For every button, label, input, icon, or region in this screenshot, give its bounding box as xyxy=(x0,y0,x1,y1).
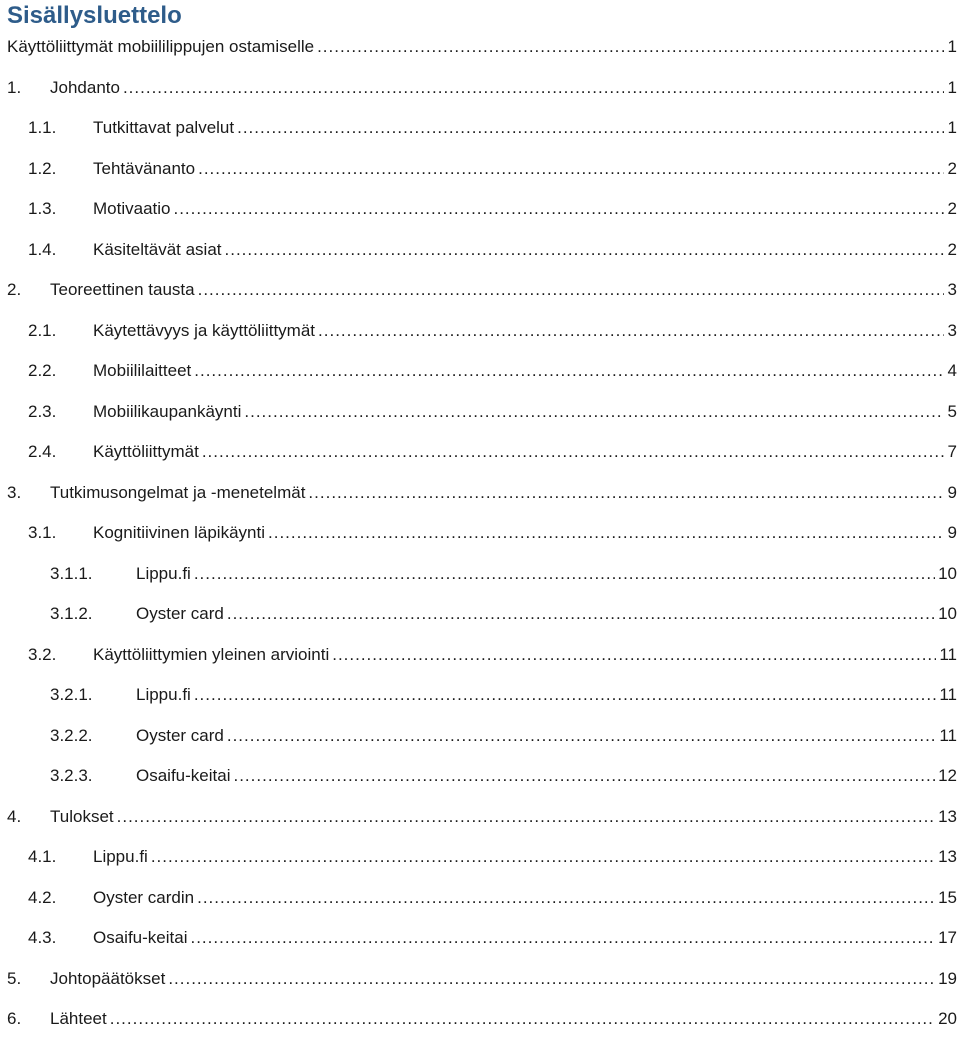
toc-dot-leader xyxy=(190,927,935,949)
toc-entry-title[interactable]: Oyster card xyxy=(136,604,224,624)
toc-entry-page-number: 20 xyxy=(938,1009,957,1029)
toc-dot-leader xyxy=(244,401,944,423)
toc-entry-page-number: 10 xyxy=(938,563,957,583)
toc-entry-number: 3.2. xyxy=(28,644,57,664)
toc-entry-page-number: 19 xyxy=(938,968,957,988)
toc-dot-leader xyxy=(225,239,944,261)
toc-dot-leader xyxy=(237,117,944,139)
toc-entry-page-number: 2 xyxy=(947,239,957,259)
toc-dot-leader xyxy=(173,198,944,220)
toc-entry-page-number: 10 xyxy=(938,604,957,624)
toc-entry-title[interactable]: Johtopäätökset xyxy=(50,968,166,988)
toc-entry[interactable] xyxy=(0,554,960,595)
toc-entry-title[interactable]: Oyster cardin xyxy=(93,887,195,907)
toc-entry[interactable] xyxy=(0,68,960,109)
toc-entry[interactable] xyxy=(0,797,960,838)
toc-entry-title[interactable]: Käyttöliittymien yleinen arviointi xyxy=(93,644,330,664)
toc-entry[interactable] xyxy=(0,351,960,392)
toc-entry-title[interactable]: Motivaatio xyxy=(93,199,171,219)
toc-entry[interactable] xyxy=(0,513,960,554)
toc-entry-number: 2.1. xyxy=(28,320,57,340)
toc-entry-title[interactable]: Teoreettinen tausta xyxy=(50,280,195,300)
toc-entry-number: 4.2. xyxy=(28,887,57,907)
toc-entry-title[interactable]: Kognitiivinen läpikäynti xyxy=(93,523,265,543)
toc-entry-title[interactable]: Tehtävänanto xyxy=(93,158,196,178)
toc-entry-number: 6. xyxy=(7,1009,22,1029)
toc-entry-number: 1.3. xyxy=(28,199,57,219)
toc-entry-title[interactable]: Käyttöliittymät xyxy=(93,442,199,462)
toc-entry[interactable] xyxy=(0,635,960,676)
toc-entry-page-number: 9 xyxy=(947,482,957,502)
toc-entry-page-number: 12 xyxy=(938,766,957,786)
toc-entry-number: 1. xyxy=(7,77,22,97)
toc-entry-number: 2.2. xyxy=(28,361,57,381)
toc-entry-title[interactable]: Johdanto xyxy=(50,77,120,97)
toc-entry-title[interactable]: Käsiteltävät asiat xyxy=(93,239,222,259)
toc-dot-leader xyxy=(194,563,935,585)
toc-entry-number: 4. xyxy=(7,806,22,826)
toc-entry-title[interactable]: Mobiililaitteet xyxy=(93,361,192,381)
toc-entry-number: 3.2.1. xyxy=(50,685,93,705)
toc-entry-number: 3. xyxy=(7,482,22,502)
toc-dot-leader xyxy=(117,806,935,828)
toc-dot-leader xyxy=(198,279,944,301)
toc-dot-leader xyxy=(332,644,936,666)
toc-entry[interactable] xyxy=(0,756,960,797)
toc-entry[interactable] xyxy=(0,270,960,311)
toc-dot-leader xyxy=(227,725,936,747)
toc-entry[interactable] xyxy=(0,108,960,149)
toc-entry[interactable] xyxy=(0,473,960,514)
toc-list xyxy=(0,27,960,1040)
toc-entry-page-number: 3 xyxy=(947,280,957,300)
toc-dot-leader xyxy=(194,684,937,706)
toc-entry-title[interactable]: Osaifu-keitai xyxy=(136,766,231,786)
toc-entry-page-number: 1 xyxy=(947,37,957,57)
toc-dot-leader xyxy=(123,77,944,99)
toc-entry-page-number: 3 xyxy=(947,320,957,340)
toc-entry-page-number: 2 xyxy=(947,158,957,178)
toc-entry-title[interactable]: Oyster card xyxy=(136,725,224,745)
toc-entry-number: 1.1. xyxy=(28,118,57,138)
toc-entry-page-number: 11 xyxy=(939,725,957,745)
toc-entry-page-number: 4 xyxy=(947,361,957,381)
toc-entry-number: 1.4. xyxy=(28,239,57,259)
toc-dot-leader xyxy=(202,441,944,463)
toc-entry-page-number: 7 xyxy=(947,442,957,462)
toc-dot-leader xyxy=(317,36,944,58)
toc-entry[interactable] xyxy=(0,432,960,473)
toc-entry-page-number: 9 xyxy=(947,523,957,543)
toc-entry[interactable] xyxy=(0,878,960,919)
toc-entry-title[interactable]: Tutkittavat palvelut xyxy=(93,118,235,138)
toc-entry-number: 3.1. xyxy=(28,523,57,543)
toc-dot-leader xyxy=(318,320,944,342)
toc-entry-number: 3.2.2. xyxy=(50,725,93,745)
toc-entry-title[interactable]: Lippu.fi xyxy=(93,847,148,867)
toc-entry-title[interactable]: Lippu.fi xyxy=(136,563,191,583)
toc-entry-number: 3.2.3. xyxy=(50,766,93,786)
toc-dot-leader xyxy=(198,158,944,180)
toc-dot-leader xyxy=(268,522,944,544)
toc-entry-number: 5. xyxy=(7,968,22,988)
toc-dot-leader xyxy=(197,887,935,909)
toc-entry-number: 3.1.1. xyxy=(50,563,93,583)
toc-entry-number: 2.4. xyxy=(28,442,57,462)
toc-dot-leader xyxy=(151,846,935,868)
toc-entry[interactable] xyxy=(0,594,960,635)
toc-entry-title[interactable]: Tutkimusongelmat ja -menetelmät xyxy=(50,482,306,502)
toc-entry[interactable] xyxy=(0,311,960,352)
toc-entry[interactable] xyxy=(0,999,960,1040)
toc-entry-title[interactable]: Mobiilikaupankäynti xyxy=(93,401,242,421)
toc-entry-page-number: 17 xyxy=(938,928,957,948)
toc-title: Sisällysluettelo xyxy=(7,2,182,29)
toc-entry-page-number: 13 xyxy=(938,806,957,826)
toc-entry[interactable] xyxy=(0,392,960,433)
toc-entry[interactable] xyxy=(0,189,960,230)
toc-entry[interactable] xyxy=(0,918,960,959)
toc-entry-page-number: 5 xyxy=(947,401,957,421)
toc-entry-number: 4.3. xyxy=(28,928,57,948)
toc-dot-leader xyxy=(110,1008,935,1030)
toc-dot-leader xyxy=(227,603,935,625)
toc-entry-title[interactable]: Käytettävyys ja käyttöliittymät xyxy=(93,320,316,340)
toc-entry-page-number: 1 xyxy=(947,118,957,138)
toc-dot-leader xyxy=(308,482,944,504)
toc-entry[interactable] xyxy=(0,675,960,716)
toc-dot-leader xyxy=(168,968,935,990)
toc-entry-page-number: 2 xyxy=(947,199,957,219)
toc-entry[interactable] xyxy=(0,27,960,68)
toc-entry-page-number: 15 xyxy=(938,887,957,907)
toc-entry-title[interactable]: Tulokset xyxy=(50,806,114,826)
toc-entry-page-number: 13 xyxy=(938,847,957,867)
toc-entry-number: 3.1.2. xyxy=(50,604,93,624)
toc-entry[interactable] xyxy=(0,959,960,1000)
toc-dot-leader xyxy=(194,360,944,382)
toc-entry[interactable] xyxy=(0,837,960,878)
toc-entry-title[interactable]: Lähteet xyxy=(50,1009,107,1029)
toc-entry-page-number: 11 xyxy=(939,685,957,705)
toc-dot-leader xyxy=(233,765,935,787)
toc-entry-number: 4.1. xyxy=(28,847,57,867)
toc-entry-page-number: 11 xyxy=(939,644,957,664)
toc-entry-title[interactable]: Osaifu-keitai xyxy=(93,928,188,948)
toc-entry[interactable] xyxy=(0,230,960,271)
toc-entry-title[interactable]: Käyttöliittymät mobiililippujen ostamiselle xyxy=(7,37,315,57)
toc-entry[interactable] xyxy=(0,149,960,190)
toc-entry-title[interactable]: Lippu.fi xyxy=(136,685,191,705)
toc-entry-number: 2. xyxy=(7,280,22,300)
toc-entry[interactable] xyxy=(0,716,960,757)
toc-entry-number: 2.3. xyxy=(28,401,57,421)
toc-entry-page-number: 1 xyxy=(947,77,957,97)
toc-entry-number: 1.2. xyxy=(28,158,57,178)
